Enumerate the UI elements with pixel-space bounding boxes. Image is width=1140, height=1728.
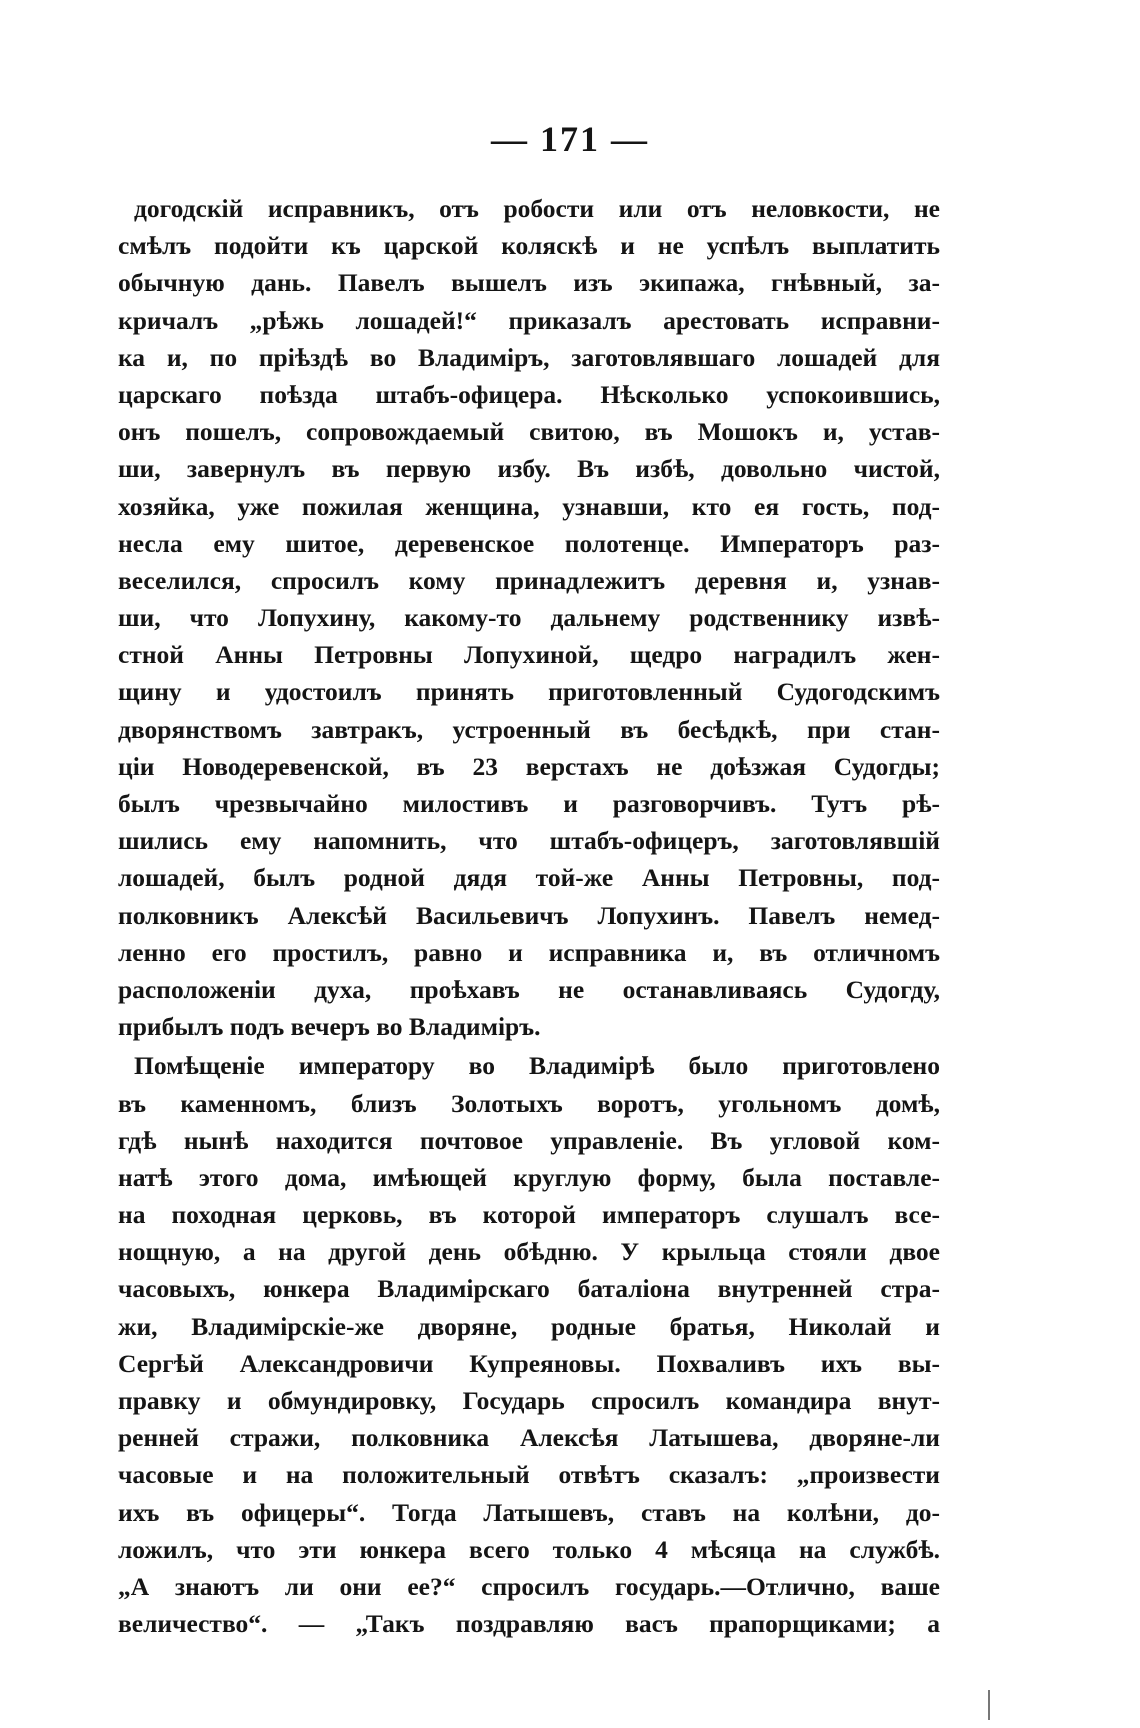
text-line: хозяйка, уже пожилая женщина, узнавши, кто ея гость, под- <box>118 491 940 521</box>
text-line: величество“. — „Такъ поздравляю васъ прапорщиками; а <box>118 1609 940 1639</box>
text-line: расположеніи духа, проѣхавъ не останавливаясь Судогду, <box>118 974 940 1004</box>
text-line: въ каменномъ, близъ Золотыхъ воротъ, угольномъ домѣ, <box>118 1088 940 1118</box>
text-line: онъ пошелъ, сопровождаемый свитою, въ Мошокъ и, устав- <box>118 417 940 447</box>
body-text <box>118 190 940 1642</box>
text-line: стной Анны Петровны Лопухиной, щедро наградилъ жен- <box>118 640 940 670</box>
text-line: ши, завернулъ въ первую избу. Въ избѣ, довольно чистой, <box>118 454 940 484</box>
text-line: ши, что Лопухину, какому-то дальнему родственнику извѣ- <box>118 603 940 633</box>
text-line: смѣлъ подойти къ царской коляскѣ и не успѣлъ выплатить <box>118 231 940 261</box>
text-line: ихъ въ офицеры“. Тогда Латышевъ, ставъ на колѣни, до- <box>118 1497 940 1527</box>
text-line: нощную, а на другой день обѣдню. У крыльца стояли двое <box>118 1237 940 1267</box>
text-line: шились ему напомнить, что штабъ-офицеръ, заготовлявшій <box>118 826 940 856</box>
scan-edge-mark <box>988 1690 990 1720</box>
text-line: дворянствомъ завтракъ, устроенный въ бесѣдкѣ, при стан- <box>118 714 940 744</box>
text-line: часовыхъ, юнкера Владимірскаго баталіона внутренней стра- <box>118 1274 940 1304</box>
text-line: веселился, спросилъ кому принадлежитъ деревня и, узнав- <box>118 565 940 595</box>
text-line: ленно его простилъ, равно и исправника и, въ отличномъ <box>118 937 940 967</box>
text-line: ренней стражи, полковника Алексѣя Латышева, дворяне-ли <box>118 1423 940 1453</box>
text-line: правку и обмундировку, Государь спросилъ командира внут- <box>118 1386 940 1415</box>
text-line: „А знаютъ ли они ее?“ спросилъ государь.—Отлично, ваше <box>118 1571 940 1601</box>
text-line: ціи Новодеревенской, въ 23 верстахъ не доѣзжая Судогды; <box>118 751 940 781</box>
page-number: — 171 — <box>491 119 649 159</box>
text-line: догодскій исправникъ, отъ робости или отъ неловкости, не <box>134 194 940 223</box>
text-line: ка и, по пріѣздѣ во Владиміръ, заготовлявшаго лошадей для <box>118 342 940 372</box>
text-line: Сергѣй Александровичи Купреяновы. Похваливъ ихъ вы- <box>118 1348 940 1378</box>
paragraph-1 <box>118 190 940 1045</box>
text-line: на походная церковь, въ которой императоръ слушалъ все- <box>118 1200 940 1230</box>
text-line: обычную дань. Павелъ вышелъ изъ экипажа, гнѣвный, за- <box>118 268 940 298</box>
text-line: ложилъ, что эти юнкера всего только 4 мѣсяца на службѣ. <box>118 1534 940 1564</box>
text-line: натѣ этого дома, имѣющей круглую форму, была поставле- <box>118 1162 940 1192</box>
text-line: щину и удостоилъ принять приготовленный Судогодскимъ <box>118 677 940 707</box>
text-line: полковникъ Алексѣй Васильевичъ Лопухинъ. Павелъ немед- <box>118 900 940 930</box>
text-line: царскаго поѣзда штабъ-офицера. Нѣсколько успокоившись, <box>118 379 940 409</box>
text-line: гдѣ нынѣ находится почтовое управленіе. Въ угловой ком- <box>118 1125 940 1155</box>
text-line: лошадей, былъ родной дядя той-же Анны Петровны, под- <box>118 863 940 893</box>
text-line: жи, Владимірскіе-же дворяне, родные братья, Николай и <box>118 1311 940 1341</box>
text-line: часовые и на положительный отвѣтъ сказалъ: „произвести <box>118 1460 940 1490</box>
paragraph-2 <box>118 1047 940 1642</box>
text-line: прибылъ подъ вечеръ во Владиміръ. <box>118 1012 541 1042</box>
text-line: былъ чрезвычайно милостивъ и разговорчивъ. Тутъ рѣ- <box>118 789 940 818</box>
text-line: кричалъ „рѣжь лошадей!“ приказалъ арестовать исправни- <box>118 305 940 335</box>
text-line: несла ему шитое, деревенское полотенце. Императоръ раз- <box>118 528 940 558</box>
text-line: Помѣщеніе императору во Владимірѣ было приготовлено <box>134 1051 940 1081</box>
